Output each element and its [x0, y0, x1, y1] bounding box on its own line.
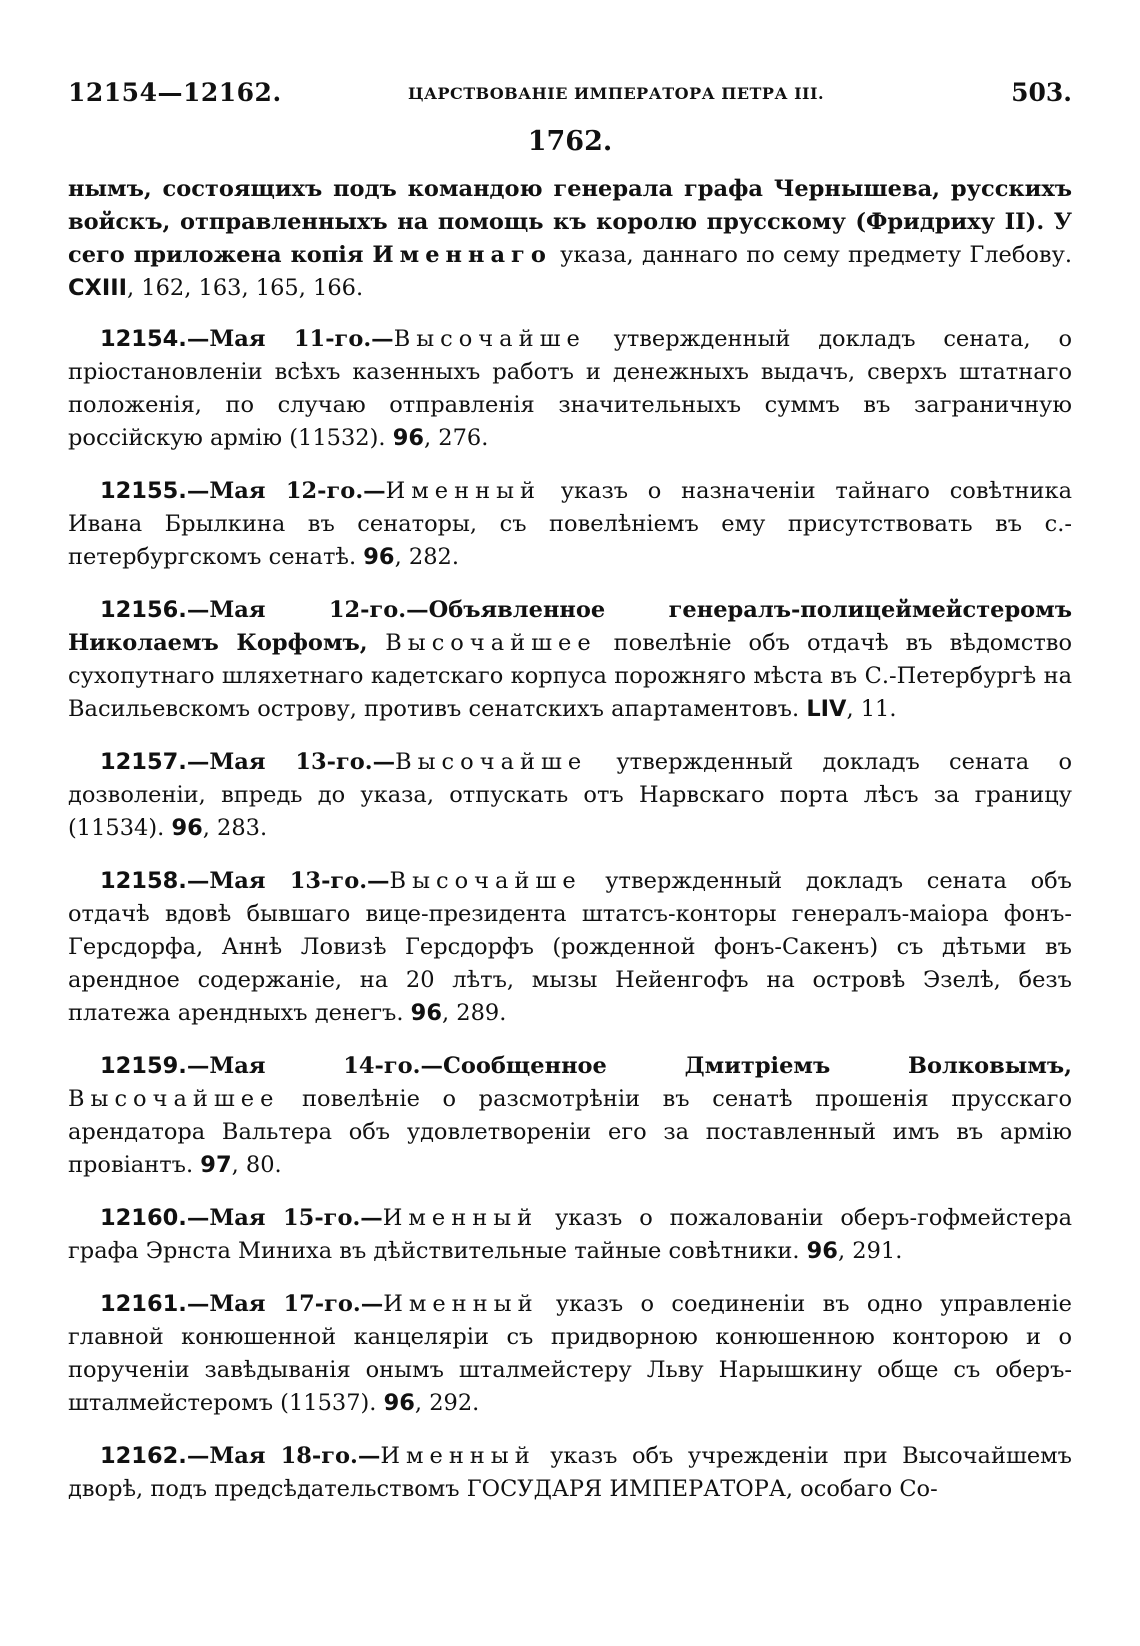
entry-12156: [68, 594, 1072, 726]
entry-body: утвержденный докладъ сената, о пріостановленіи всѣхъ казенныхъ работъ и денежныхъ выдачъ, сверхъ штатнаго положенія, по случаю отправленія значительныхъ суммъ въ заграничную россійскую армію (11532).: [68, 326, 1073, 451]
entry-number: 12160.: [100, 1205, 187, 1231]
entry-page: , 80.: [231, 1152, 282, 1178]
entry-date: —Мая 18-го.—: [186, 1443, 381, 1469]
entry-date: —Мая 13-го.—: [186, 749, 396, 775]
entry-spaced: Высочайшее: [68, 1086, 280, 1112]
entry-range: 12154—12162.: [68, 78, 282, 107]
entry-page: , 276.: [424, 425, 489, 451]
page-number: 503.: [1011, 78, 1072, 107]
entry-body: утвержденный докладъ сената о дозволеніи, впредь до указа, отпускать отъ Нарвскаго порта лѣсъ за границу (11534).: [68, 749, 1072, 841]
entry-number: 12156.: [100, 597, 187, 623]
entry-number: 12157.: [100, 749, 187, 775]
entry-number: 12161.: [100, 1291, 187, 1317]
entry-number: 12155.: [100, 478, 187, 504]
entry-12154: [68, 323, 1072, 455]
entry-date: —Мая 12-го.—: [186, 478, 386, 504]
entry-page: , 282.: [394, 544, 459, 570]
year-heading: 1762.: [527, 126, 613, 157]
entry-date: —Мая 14-го.—Сообщенное Дмитріемъ Волковымъ,: [186, 1053, 1072, 1079]
entry-12159: [68, 1050, 1072, 1182]
entry-body: указъ о пожалованіи оберъ-гофмейстера графа Эрнста Миниха въ дѣйствительные тайные совѣтники.: [68, 1205, 1073, 1264]
continuation-text-2: указа, даннаго по сему предмету Глебову.: [551, 242, 1072, 268]
entry-number: 12159.: [100, 1053, 187, 1079]
entry-page: , 11.: [846, 696, 897, 722]
entry-page: , 289.: [441, 1000, 507, 1026]
continuation-pages: , 162, 163, 165, 166.: [126, 275, 364, 301]
entry-body: утвержденный докладъ сената объ отдачѣ вдовѣ бывшаго вице-президента штатсъ-конторы генералъ-маіора фонъ-Герсдорфа, Аннѣ Ловизѣ Герсдорфъ (рожденной фонъ-Сакенъ) съ дѣтьми въ арендное содержаніе, на 20 лѣтъ, мызы Нейенгофъ на островѣ Эзелѣ, безъ платежа арендныхъ денегъ.: [68, 868, 1072, 1026]
continuation-paragraph: [68, 173, 1072, 305]
running-title: ЦАРСТВОВАНІЕ ИМПЕРАТОРА ПЕТРА III.: [408, 84, 825, 103]
entry-page: , 283.: [202, 815, 268, 841]
entry-body: указъ о соединеніи въ одно управленіе главной конюшенной канцеляріи съ придворною конюшенною конторою и о порученіи завѣдыванія онымъ шталмейстеру Льву Нарышкину обще съ оберъ-шталмейстеромъ (11537).: [68, 1291, 1072, 1416]
entry-volume: 96: [392, 425, 424, 451]
entry-number: 12154.: [100, 326, 187, 352]
entry-date: —Мая 11-го.—: [186, 326, 394, 352]
entry-volume: 97: [200, 1152, 232, 1178]
entry-body: указъ о назначеніи тайнаго совѣтника Ивана Брылкина въ сенаторы, съ повелѣніемъ ему присутствовать въ с.-петербургскомъ сенатѣ.: [68, 478, 1072, 570]
entry-body: указъ объ учрежденіи при Высочайшемъ дворѣ, подъ предсѣдательствомъ ГОСУДАРЯ ИМПЕРАТОРА, особаго Со-: [68, 1443, 1073, 1502]
continuation-text-1: нымъ, состоящихъ подъ командою генерала графа Чернышева, русскихъ войскъ, отправленныхъ на помощь къ королю прусскому (Фридриху II). У сего приложена копія: [68, 176, 1072, 268]
entry-volume: 96: [171, 815, 203, 841]
entry-spaced: Именный: [385, 478, 541, 504]
entry-date: —Мая 17-го.—: [186, 1291, 384, 1317]
continuation-spaced: Именнаго: [372, 242, 552, 268]
entry-volume: 96: [806, 1238, 838, 1264]
entry-spaced: Высочайше: [395, 749, 588, 775]
entry-12158: [68, 865, 1072, 1030]
entry-volume: 96: [410, 1000, 442, 1026]
continuation-volume: CXIII: [68, 275, 127, 301]
entry-12161: [68, 1288, 1072, 1420]
entry-spaced: Высочайшее: [385, 630, 597, 656]
entry-12155: [68, 475, 1072, 574]
entry-spaced: Именный: [383, 1291, 539, 1317]
entry-page: , 292.: [414, 1390, 480, 1416]
entry-volume: LIV: [806, 696, 847, 722]
entry-number: 12158.: [100, 868, 187, 894]
entry-page: , 291.: [837, 1238, 903, 1264]
page: [68, 78, 1072, 1526]
entry-body: повелѣніе о разсмотрѣніи въ сенатѣ прошенія прусскаго арендатора Вальтера объ удовлетвореніи его за поставленный имъ въ армію провіантъ.: [68, 1086, 1072, 1178]
entry-volume: 96: [383, 1390, 415, 1416]
entry-spaced: Именный: [380, 1443, 536, 1469]
entry-spaced: Высочайше: [389, 868, 582, 894]
entry-spaced: Высочайше: [393, 326, 586, 352]
entry-body: повелѣніе объ отдачѣ въ вѣдомство сухопутнаго шляхетнаго кадетскаго корпуса порожняго мѣста въ С.-Петербургѣ на Васильевскомъ острову, противъ сенатскихъ апартаментовъ.: [68, 630, 1072, 722]
entry-12162: [68, 1440, 1072, 1506]
entry-12157: [68, 746, 1072, 845]
running-head: [68, 78, 1072, 118]
entry-spaced: Именный: [382, 1205, 539, 1231]
entry-volume: 96: [363, 544, 395, 570]
entry-number: 12162.: [100, 1443, 187, 1469]
entry-date: —Мая 12-го.—Объявленное генералъ-полицеймейстеромъ Николаемъ Корфомъ,: [68, 597, 1072, 656]
entry-date: —Мая 13-го.—: [186, 868, 390, 894]
entry-12160: [68, 1202, 1072, 1268]
entry-date: —Мая 15-го.—: [186, 1205, 383, 1231]
